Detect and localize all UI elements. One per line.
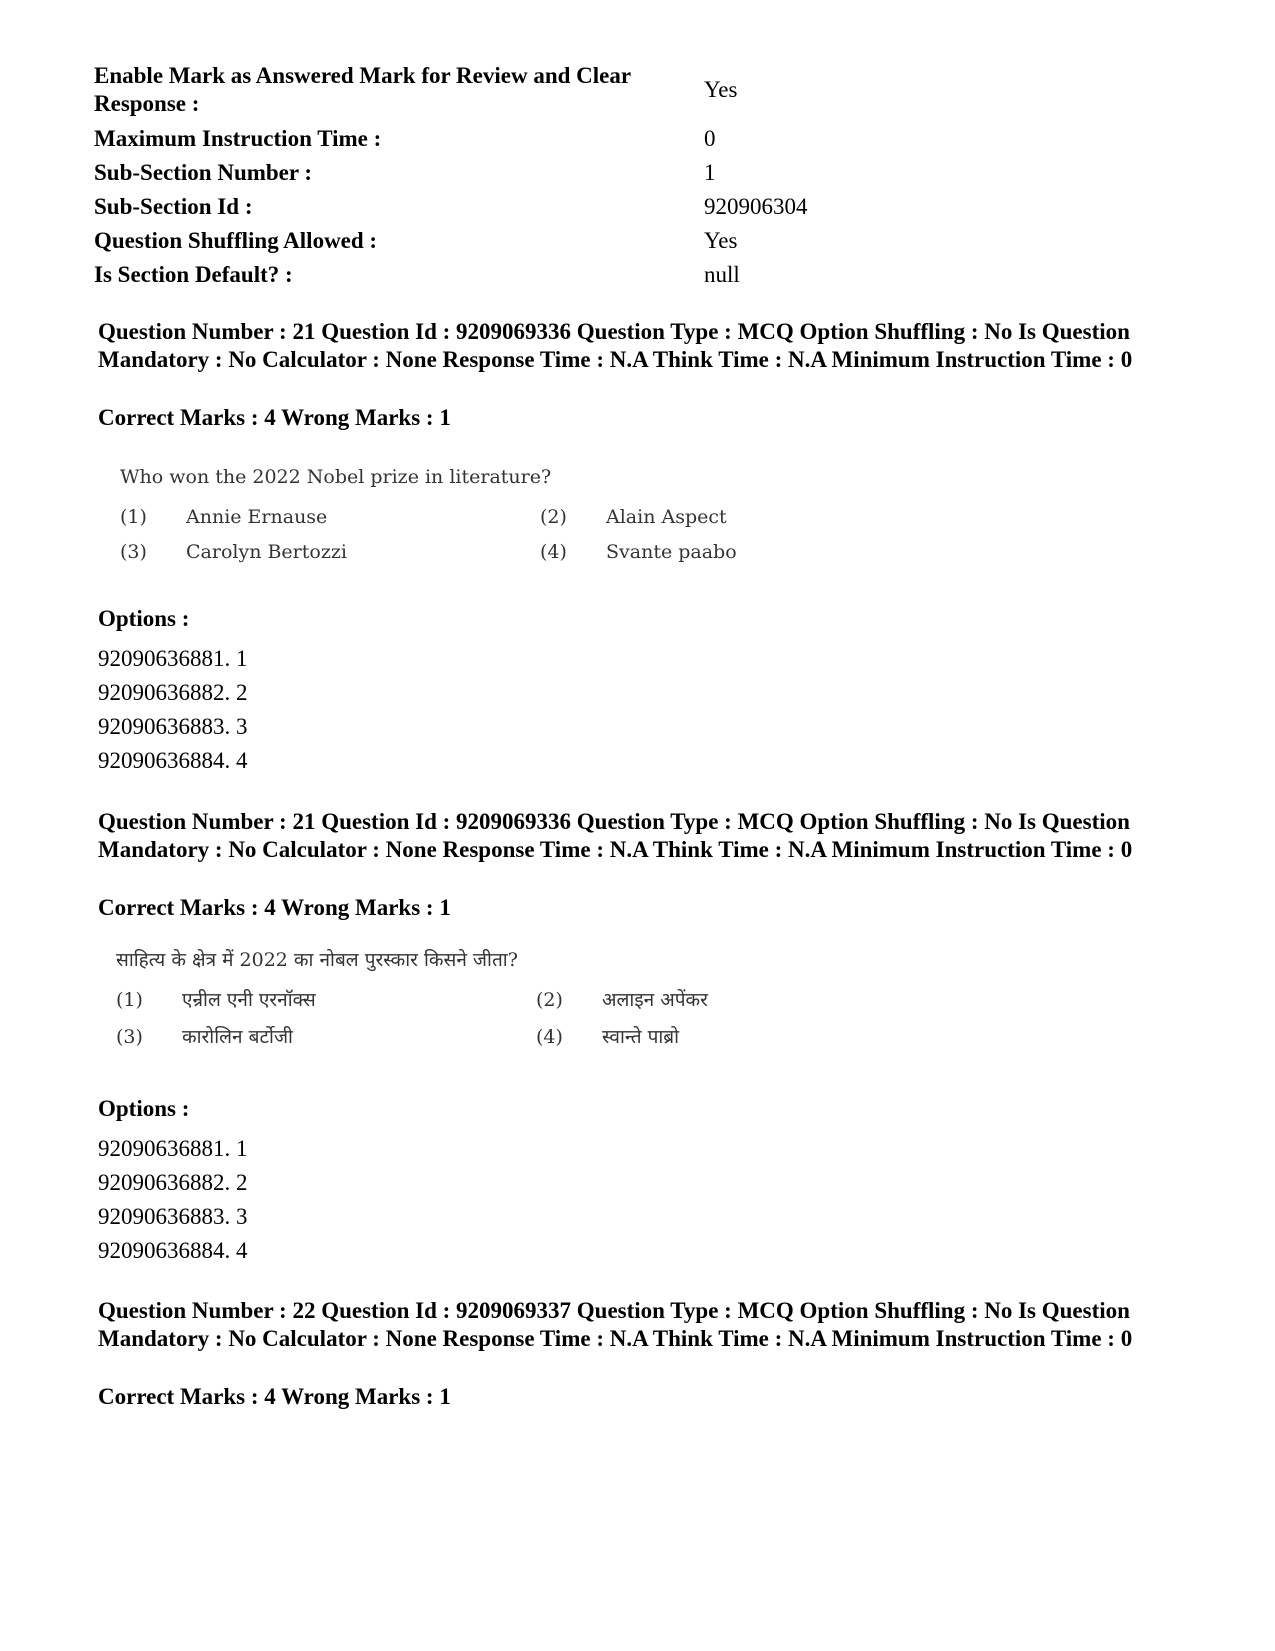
info-row — [94, 224, 854, 258]
choice-item — [536, 988, 816, 1013]
option-id: 92090636883. 3 — [98, 714, 248, 739]
option-id: 92090636883. 3 — [98, 1204, 248, 1229]
info-value: 920906304 — [704, 194, 808, 219]
choice-text: Svante paabo — [606, 541, 737, 563]
choice-text: एन्रील एनी एरनॉक्स — [182, 989, 316, 1011]
info-value: Yes — [704, 228, 738, 253]
choice-item — [120, 540, 540, 565]
choice-number: (1) — [116, 989, 143, 1011]
info-label: Is Section Default? : — [94, 262, 293, 287]
question-header: Question Number : 22 Question Id : 9209069337 Question Type : MCQ Option Shuffling : No Is Question Mandatory : No Calculator : None Response Time : N.A Think Time : N.A Minimum Instruction Time : 0 — [98, 1298, 1133, 1351]
option-id: 92090636881. 1 — [98, 1136, 248, 1161]
choice-item — [540, 540, 820, 565]
info-label: Enable Mark as Answered Mark for Review and Clear Response : — [94, 63, 631, 116]
option-id: 92090636881. 1 — [98, 646, 248, 671]
choice-item — [116, 1025, 536, 1050]
info-value: Yes — [704, 77, 738, 102]
info-value: null — [704, 262, 740, 287]
choice-text: Annie Ernause — [186, 506, 328, 528]
choice-text: Carolyn Bertozzi — [186, 541, 347, 563]
question-text: Who won the 2022 Nobel prize in literature? — [120, 466, 552, 488]
choice-number: (3) — [120, 541, 147, 563]
info-label: Maximum Instruction Time : — [94, 126, 382, 151]
choice-number: (1) — [120, 506, 147, 528]
question-marks: Correct Marks : 4 Wrong Marks : 1 — [98, 1384, 451, 1409]
question-marks: Correct Marks : 4 Wrong Marks : 1 — [98, 405, 451, 430]
choice-number: (4) — [536, 1026, 563, 1048]
choice-item — [116, 988, 536, 1013]
choice-grid — [116, 988, 816, 1050]
choice-text: अलाइन अपेंकर — [602, 989, 708, 1011]
question-body — [120, 465, 820, 565]
options-list — [98, 602, 248, 778]
info-value: 0 — [704, 126, 716, 151]
choice-item — [120, 505, 540, 530]
choice-text: Alain Aspect — [606, 506, 727, 528]
info-label: Question Shuffling Allowed : — [94, 228, 378, 253]
choice-item — [536, 1025, 816, 1050]
choice-number: (2) — [540, 506, 567, 528]
section-info-table — [94, 58, 854, 292]
question-header: Question Number : 21 Question Id : 9209069336 Question Type : MCQ Option Shuffling : No Is Question Mandatory : No Calculator : None Response Time : N.A Think Time : N.A Minimum Instruction Time : 0 — [98, 319, 1133, 372]
choice-item — [540, 505, 820, 530]
choice-text: स्वान्ते पाब्रो — [602, 1026, 680, 1048]
question-body — [116, 948, 816, 1050]
options-list — [98, 1092, 248, 1268]
info-row — [94, 190, 854, 224]
choice-text: कारोलिन बर्टोजी — [182, 1026, 293, 1048]
info-row — [94, 58, 854, 122]
question-header: Question Number : 21 Question Id : 9209069336 Question Type : MCQ Option Shuffling : No Is Question Mandatory : No Calculator : None Response Time : N.A Think Time : N.A Minimum Instruction Time : 0 — [98, 809, 1133, 862]
choice-number: (4) — [540, 541, 567, 563]
choice-grid — [120, 505, 820, 565]
info-row — [94, 156, 854, 190]
question-text: साहित्य के क्षेत्र में 2022 का नोबल पुरस्कार किसने जीता? — [116, 949, 518, 971]
choice-number: (2) — [536, 989, 563, 1011]
info-row — [94, 258, 854, 292]
options-label: Options : — [98, 1096, 190, 1121]
info-row — [94, 122, 854, 156]
question-marks: Correct Marks : 4 Wrong Marks : 1 — [98, 895, 451, 920]
option-id: 92090636884. 4 — [98, 748, 248, 773]
option-id: 92090636882. 2 — [98, 1170, 248, 1195]
option-id: 92090636884. 4 — [98, 1238, 248, 1263]
option-id: 92090636882. 2 — [98, 680, 248, 705]
choice-number: (3) — [116, 1026, 143, 1048]
options-label: Options : — [98, 606, 190, 631]
info-value: 1 — [704, 160, 716, 185]
info-label: Sub-Section Id : — [94, 194, 253, 219]
info-label: Sub-Section Number : — [94, 160, 313, 185]
